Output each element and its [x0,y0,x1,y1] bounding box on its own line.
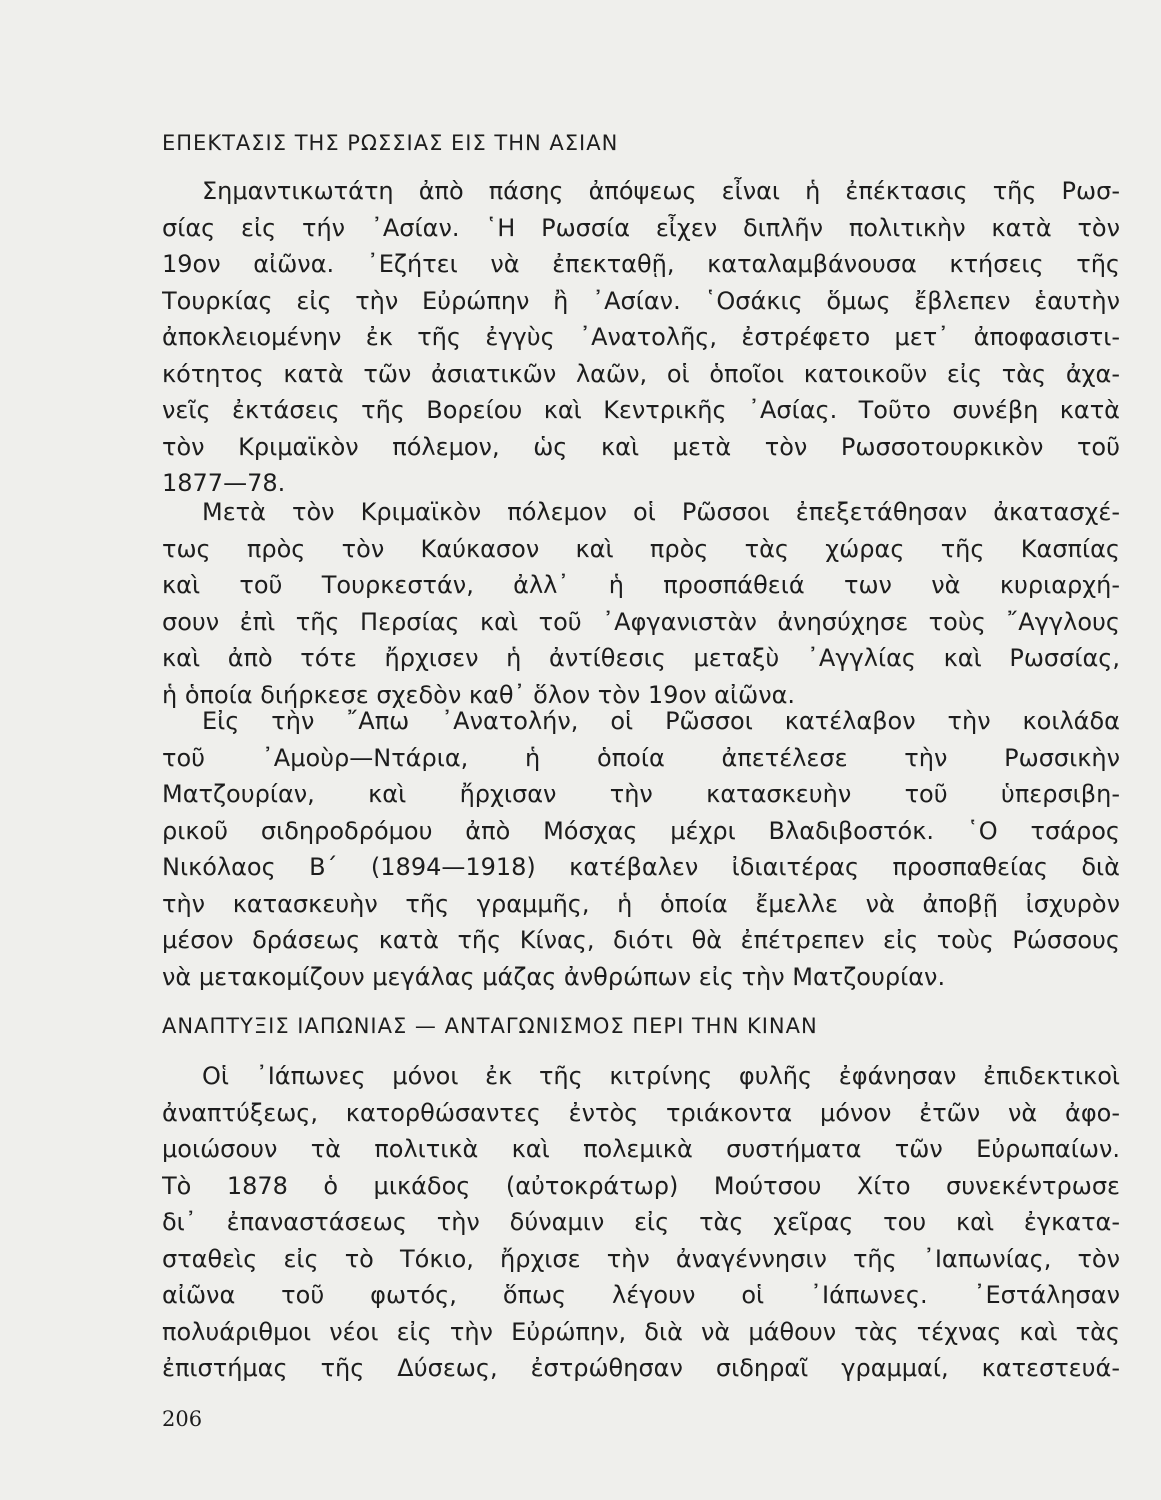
text-line: σουν ἐπὶ τῆς Περσίας καὶ τοῦ ᾿Αφγανιστὰν ἀνησύχησε τοὺς ῎Αγγλους [162,607,1120,636]
page-number: 206 [162,1407,203,1431]
text-line: τὸν Κριμαϊκὸν πόλεμον, ὡς καὶ μετὰ τὸν Ρωσσοτουρκικὸν τοῦ [162,432,1120,461]
section-heading-japan: ΑΝΑΠΤΥΞΙΣ ΙΑΠΩΝΙΑΣ — ΑΝΤΑΓΩΝΙΣΜΟΣ ΠΕΡΙ ΤΗΝ ΚΙΝΑΝ [162,1014,818,1038]
paragraph-far-east [162,703,1120,995]
paragraph-japan [162,1058,1120,1387]
text-line: καὶ ἀπὸ τότε ἤρχισεν ἡ ἀντίθεσις μεταξὺ ᾿Αγγλίας καὶ Ρωσσίας, [162,644,1120,672]
text-line: μέσον δράσεως κατὰ τῆς Κίνας, διότι θὰ ἐπέτρεπεν εἰς τοὺς Ρώσσους [162,926,1120,954]
text-line: αἰῶνα τοῦ φωτός, ὅπως λέγουν οἱ ᾿Ιάπωνες. ᾿Εστάλησαν [162,1281,1120,1309]
text-line: Εἰς τὴν ῎Απω ᾿Ανατολήν, οἱ Ρῶσσοι κατέλαβον τὴν κοιλάδα [202,707,1120,735]
text-line: ἐπιστήμας τῆς Δύσεως, ἐστρώθησαν σιδηραῖ γραμμαί, κατεστευά- [162,1354,1120,1382]
text-line: Μετὰ τὸν Κριμαϊκὸν πόλεμον οἱ Ρῶσσοι ἐπεξετάθησαν ἀκατασχέ- [202,498,1120,526]
text-line: Τὸ 1878 ὁ μικάδος (αὐτοκράτωρ) Μούτσου Χίτο συνεκέντρωσε [162,1171,1120,1200]
text-line: νὰ μετακομίζουν μεγάλας μάζας ἀνθρώπων εἰς τὴν Ματζουρίαν. [162,962,946,991]
text-line: πολυάριθμοι νέοι εἰς τὴν Εὐρώπην, διὰ νὰ μάθουν τὰς τέχνας καὶ τὰς [162,1317,1120,1346]
text-line: κότητος κατὰ τῶν ἀσιατικῶν λαῶν, οἱ ὁποῖοι κατοικοῦν εἰς τὰς ἀχα- [162,359,1120,388]
paragraph-crimean-war [162,494,1120,713]
text-line: 19ον αἰῶνα. ᾿Εζήτει νὰ ἐπεκταθῇ, καταλαμβάνουσα κτήσεις τῆς [162,250,1120,278]
text-line: ρικοῦ σιδηροδρόμου ἀπὸ Μόσχας μέχρι Βλαδιβοστόκ. ῾Ο τσάρος [162,816,1120,845]
text-line: νεῖς ἐκτάσεις τῆς Βορείου καὶ Κεντρικῆς ᾿Ασίας. Τοῦτο συνέβη κατὰ [162,396,1120,424]
section-heading-russia: ΕΠΕΚΤΑΣΙΣ ΤΗΣ ΡΩΣΣΙΑΣ ΕΙΣ ΤΗΝ ΑΣΙΑΝ [162,131,619,155]
text-line: ἀποκλειομένην ἐκ τῆς ἐγγὺς ᾿Ανατολῆς, ἐστρέφετο μετ᾿ ἀποφασιστι- [162,323,1120,351]
text-line: Τουρκίας εἰς τὴν Εὐρώπην ἢ ᾿Ασίαν. ῾Οσάκις ὅμως ἔβλεπεν ἑαυτὴν [162,286,1120,315]
paragraph-russia-policy [162,173,1120,502]
text-line: σταθεὶς εἰς τὸ Τόκιο, ἤρχισε τὴν ἀναγέννησιν τῆς ᾿Ιαπωνίας, τὸν [162,1244,1120,1273]
text-line: Ματζουρίαν, καὶ ἤρχισαν τὴν κατασκευὴν τοῦ ὑπερσιβη- [162,780,1120,808]
text-line: δι᾿ ἐπαναστάσεως τὴν δύναμιν εἰς τὰς χεῖρας του καὶ ἐγκατα- [162,1208,1120,1236]
text-line: Σημαντικωτάτη ἀπὸ πάσης ἀπόψεως εἶναι ἡ ἐπέκτασις τῆς Ρωσ- [202,177,1120,205]
text-line: Οἱ ᾿Ιάπωνες μόνοι ἐκ τῆς κιτρίνης φυλῆς ἐφάνησαν ἐπιδεκτικοὶ [202,1062,1120,1090]
text-line: Νικόλαος Β΄ (1894—1918) κατέβαλεν ἰδιαιτέρας προσπαθείας διὰ [162,853,1120,881]
text-line: ἀναπτύξεως, κατορθώσαντες ἐντὸς τριάκοντα μόνον ἐτῶν νὰ ἀφο- [162,1098,1120,1127]
text-line: ἡ ὁποία διήρκεσε σχεδὸν καθ᾿ ὅλον τὸν 19ον αἰῶνα. [162,680,796,709]
text-line: μοιώσουν τὰ πολιτικὰ καὶ πολεμικὰ συστήματα τῶν Εὐρωπαίων. [162,1135,1120,1163]
text-line: καὶ τοῦ Τουρκεστάν, ἀλλ᾿ ἡ προσπάθειά των νὰ κυριαρχή- [162,571,1120,599]
text-line: τοῦ ᾿Αμοὺρ—Ντάρια, ἡ ὁποία ἀπετέλεσε τὴν Ρωσσικὴν [162,743,1120,772]
text-line: 1877—78. [162,469,286,497]
text-line: τως πρὸς τὸν Καύκασον καὶ πρὸς τὰς χώρας τῆς Κασπίας [162,534,1120,563]
text-line: τὴν κατασκευὴν τῆς γραμμῆς, ἡ ὁποία ἔμελλε νὰ ἀποβῇ ἰσχυρὸν [162,889,1120,918]
text-line: σίας εἰς τήν ᾿Ασίαν. ῾Η Ρωσσία εἶχεν διπλῆν πολιτικὴν κατὰ τὸν [162,213,1120,242]
